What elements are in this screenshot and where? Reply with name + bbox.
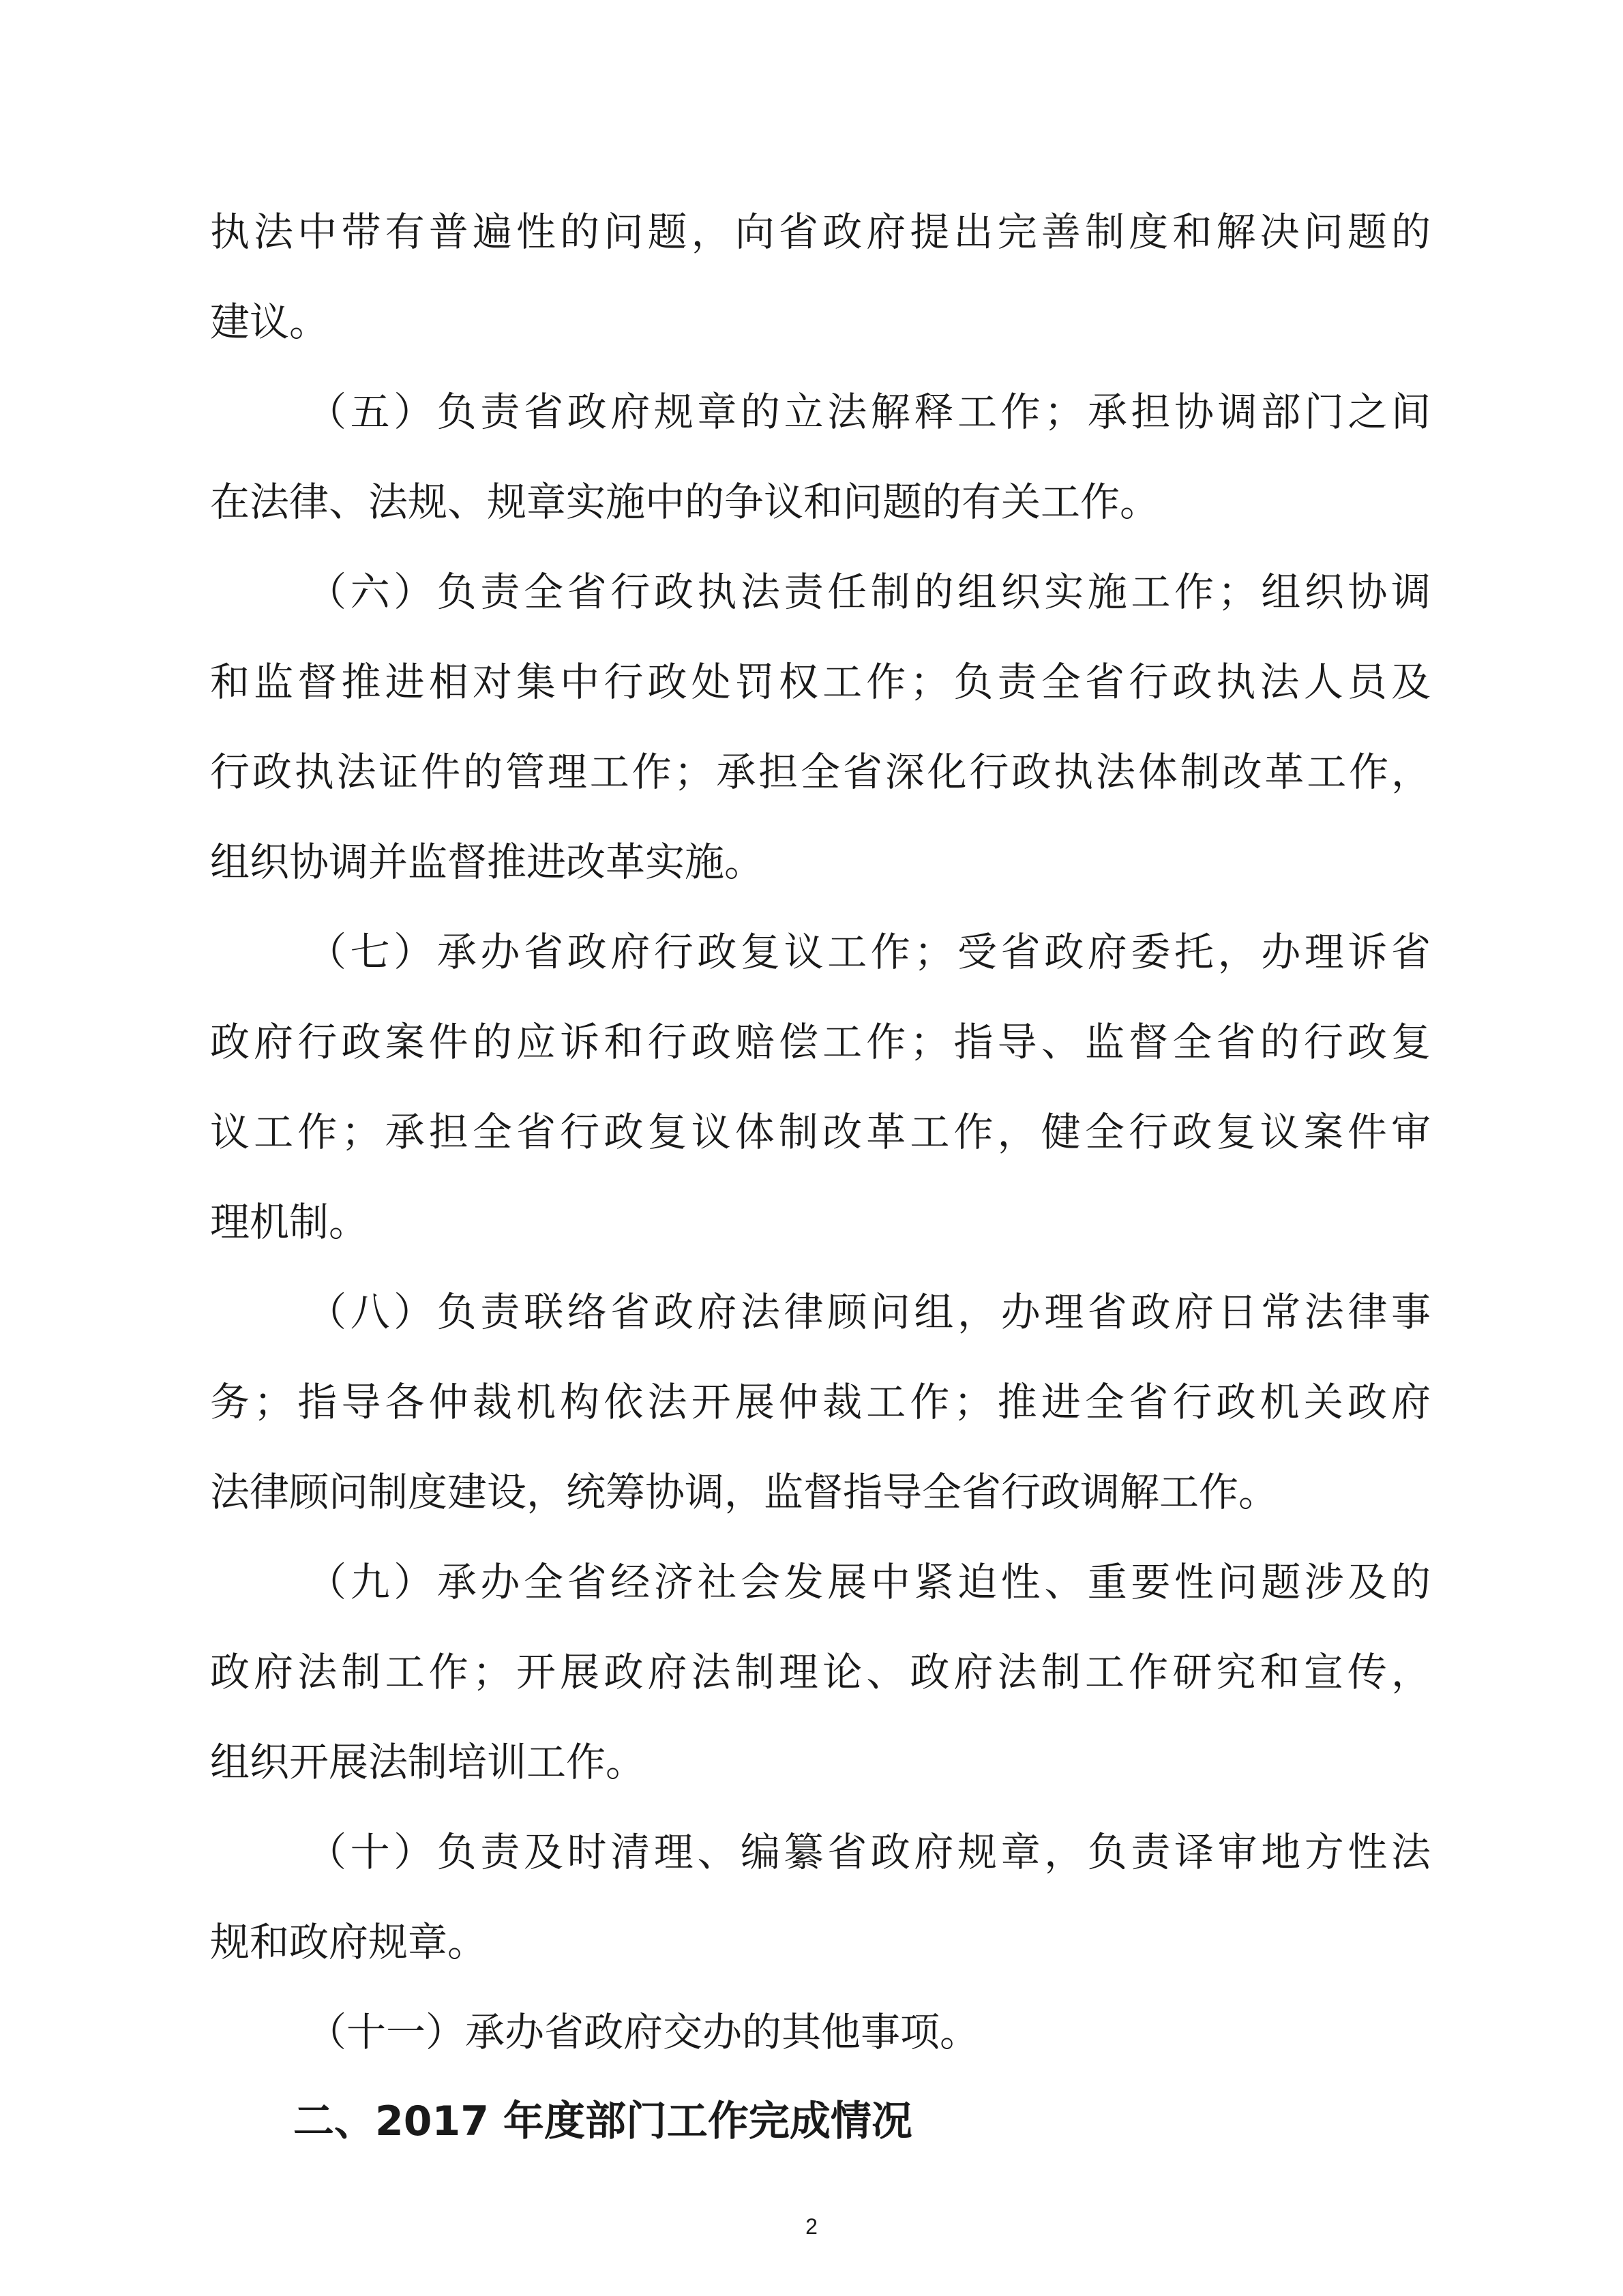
text-line-13: （八）负责联络省政府法律顾问组，办理省政府日常法律事 [307,1289,1431,1335]
text-line-3: （五）负责省政府规章的立法解释工作；承担协调部门之间 [307,389,1431,435]
text-line-9: （七）承办省政府行政复议工作；受省政府委托，办理诉省 [307,929,1431,975]
text-line-4: 在法律、法规、规章实施中的争议和问题的有关工作。 [210,479,1160,525]
text-line-8: 组织协调并监督推进改革实施。 [210,839,764,885]
text-line-16: （九）承办全省经济社会发展中紧迫性、重要性问题涉及的 [307,1559,1431,1605]
section-heading: 二、2017 年度部门工作完成情况 [293,2098,912,2145]
text-line-21: （十一）承办省政府交办的其他事项。 [307,2009,980,2055]
text-line-17: 政府法制工作；开展政府法制理论、政府法制工作研究和宣传， [210,1649,1431,1695]
text-line-19: （十）负责及时清理、编纂省政府规章，负责译审地方性法 [307,1829,1431,1875]
text-line-20: 规和政府规章。 [210,1919,488,1965]
text-line-11: 议工作；承担全省行政复议体制改革工作，健全行政复议案件审 [210,1109,1431,1155]
text-line-2: 建议。 [210,299,329,345]
text-line-6: 和监督推进相对集中行政处罚权工作；负责全省行政执法人员及 [210,659,1431,705]
page-number: 2 [805,2214,818,2239]
text-line-10: 政府行政案件的应诉和行政赔偿工作；指导、监督全省的行政复 [210,1019,1431,1065]
text-line-14: 务；指导各仲裁机构依法开展仲裁工作；推进全省行政机关政府 [210,1379,1431,1425]
text-line-5: （六）负责全省行政执法责任制的组织实施工作；组织协调 [307,569,1431,615]
text-line-7: 行政执法证件的管理工作；承担全省深化行政执法体制改革工作， [210,749,1431,795]
text-line-1: 执法中带有普遍性的问题，向省政府提出完善制度和解决问题的 [210,209,1431,255]
text-line-15: 法律顾问制度建设，统筹协调，监督指导全省行政调解工作。 [210,1469,1279,1515]
text-line-18: 组织开展法制培训工作。 [210,1739,646,1785]
text-line-12: 理机制。 [210,1199,369,1245]
